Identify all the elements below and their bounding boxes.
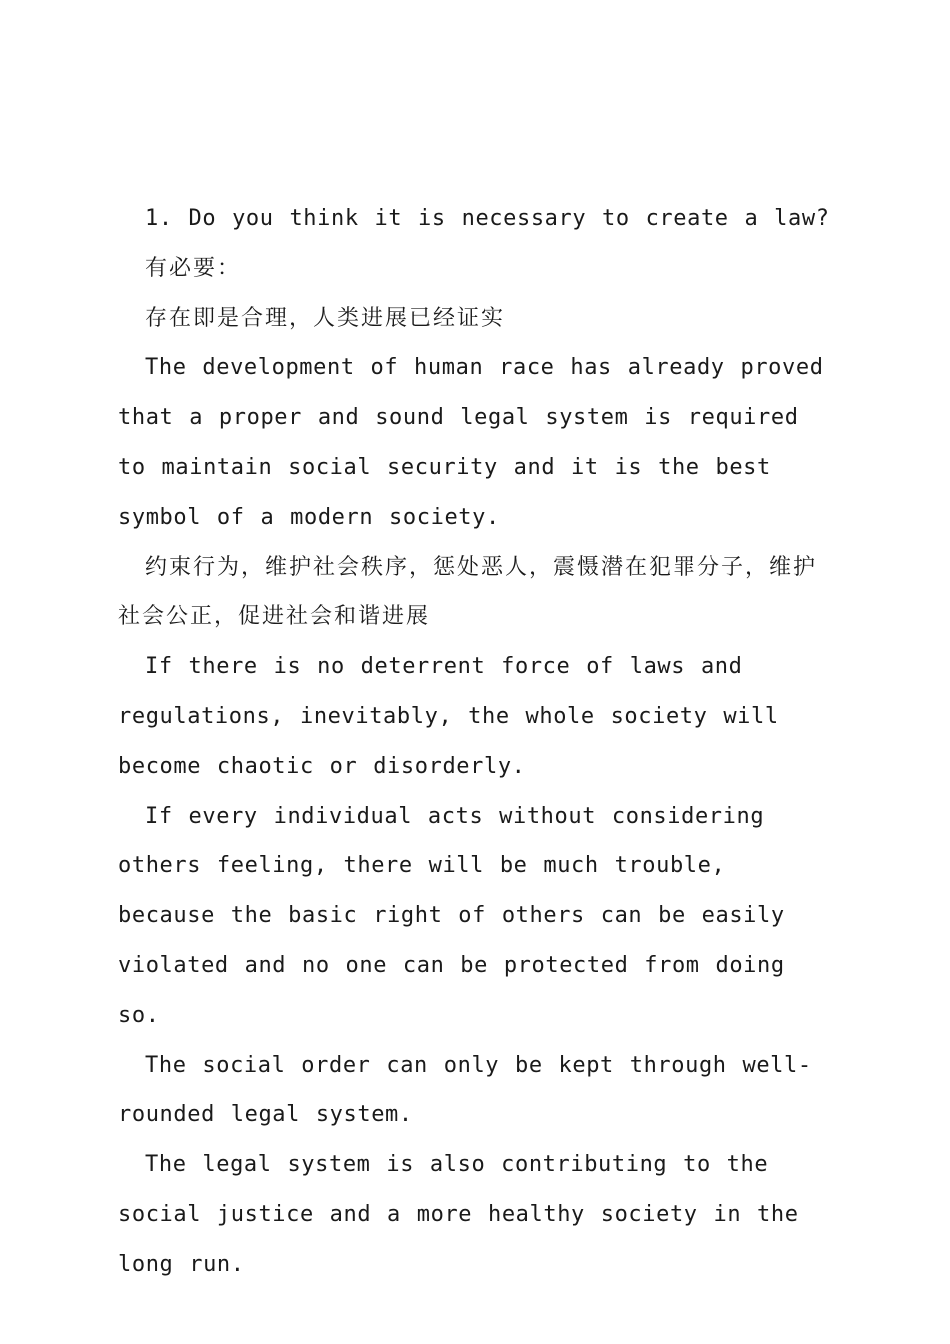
- paragraph-cn-2: 约束行为，维护社会秩序，惩处恶人，震慑潜在犯罪分子，维护社会公正，促进社会和谐进展: [118, 554, 818, 630]
- paragraph-en-4: The social order can only be kept through well-rounded legal system.: [118, 1052, 812, 1128]
- paragraph-en-2: If there is no deterrent force of laws and regulations, inevitably, the whole society will become chaotic or disorderly.: [118, 654, 779, 779]
- paragraph-en-3: If every individual acts without considering others feeling, there will be much trouble, because the basic right of others can be easily violated and no one can be protected from doing so.: [118, 803, 785, 1028]
- answer-label: 有必要：: [145, 255, 242, 281]
- paragraph-cn-1: 存在即是合理，人类进展已经证实: [145, 305, 506, 331]
- paragraph-en-1: The development of human race has already proved that a proper and sound legal system is required to maintain social security and it is the best symbol of a modern society.: [118, 355, 824, 530]
- question-heading: 1. Do you think it is necessary to create a law?: [145, 206, 830, 231]
- paragraph-en-5: The legal system is also contributing to the social justice and a more healthy society in the long run.: [118, 1152, 799, 1277]
- document-body: [118, 194, 838, 1290]
